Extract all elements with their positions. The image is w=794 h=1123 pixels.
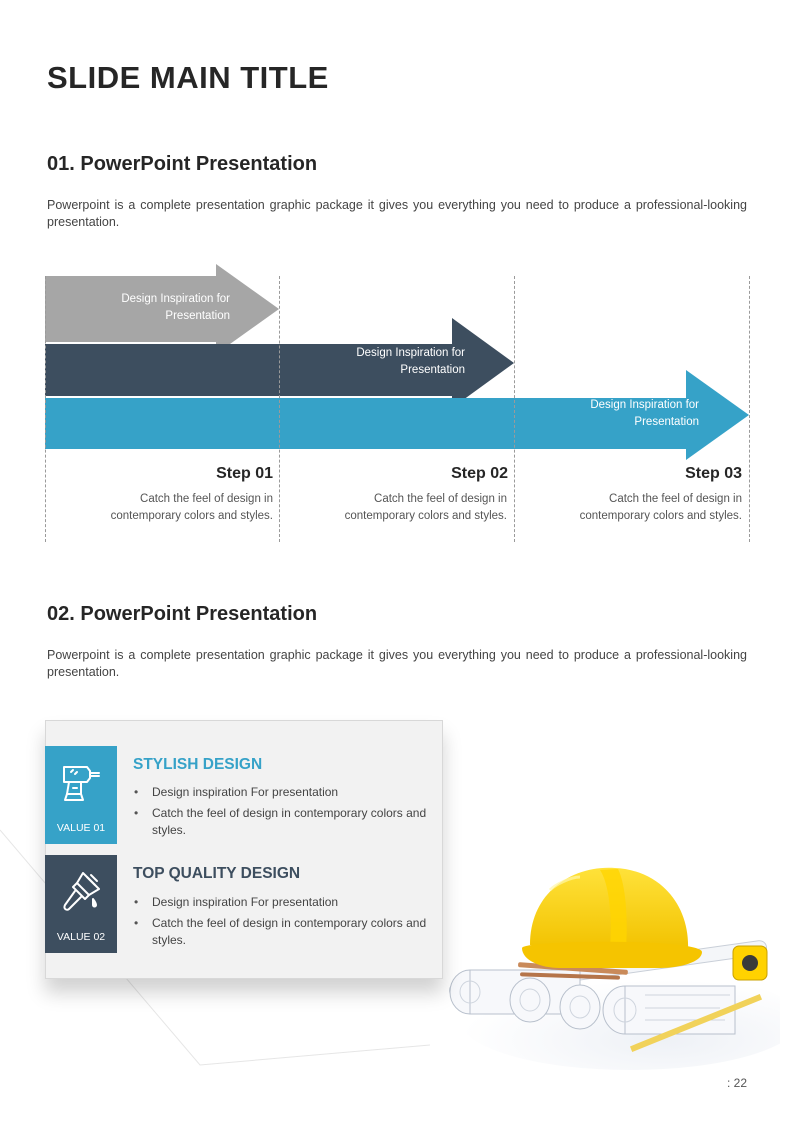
step-description: Catch the feel of design in contemporary colors and styles. — [344, 493, 507, 522]
step-title: Step 02 — [451, 465, 508, 482]
section2-description: Powerpoint is a complete presentation graphic package it gives you everything you need to produce a professional-looking presentation. — [47, 648, 747, 679]
arrow-label: Design Inspiration for Presentation — [356, 347, 465, 376]
step-title: Step 01 — [216, 465, 273, 482]
paint-brush-icon — [59, 869, 103, 913]
value-label: VALUE 02 — [56, 931, 106, 943]
value-02-box — [45, 855, 117, 953]
step-title: Step 03 — [685, 465, 742, 482]
value-02-bullets — [133, 894, 428, 953]
arrow-label: Design Inspiration for Presentation — [590, 399, 699, 428]
drill-icon — [59, 760, 103, 804]
step-description: Catch the feel of design in contemporary colors and styles. — [110, 493, 273, 522]
hard-hat-blueprints-image — [430, 850, 780, 1070]
list-item: • Catch the feel of design in contemporary colors and styles. — [133, 805, 428, 839]
value-01-bullets — [133, 784, 428, 843]
page-number: : 22 — [726, 1076, 747, 1090]
divider-line — [749, 276, 750, 542]
arrow-label: Design Inspiration for Presentation — [121, 293, 230, 322]
value-label: VALUE 01 — [56, 822, 106, 834]
section1-title: 01. PowerPoint Presentation — [47, 153, 318, 175]
step-description: Catch the feel of design in contemporary colors and styles. — [579, 493, 742, 522]
list-item: • Catch the feel of design in contemporary colors and styles. — [133, 915, 428, 949]
section1-description: Powerpoint is a complete presentation graphic package it gives you everything you need to produce a professional-looking presentation. — [47, 198, 747, 229]
value-01-box — [45, 746, 117, 844]
list-item: • Design inspiration For presentation — [133, 894, 428, 911]
value-02-title: TOP QUALITY DESIGN — [133, 865, 301, 882]
section2-title: 02. PowerPoint Presentation — [47, 603, 318, 625]
list-item: • Design inspiration For presentation — [133, 784, 428, 801]
page-title: SLIDE MAIN TITLE — [47, 60, 329, 95]
value-01-title: STYLISH DESIGN — [133, 756, 263, 773]
